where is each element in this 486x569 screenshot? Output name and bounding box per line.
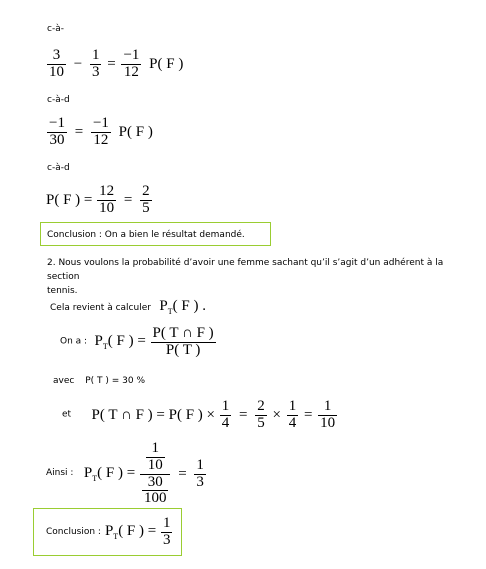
part2-intro-line2: tennis.	[47, 286, 78, 296]
compound-fraction	[140, 441, 171, 507]
ainsi-line: Ainsi : $P_T$( F ) = $\frac{\frac{1}{10}}{\frac{30}{100}}$ = $\frac{1}{3}$	[46, 441, 207, 507]
fraction-neg1-30: $\frac{-1}{30}$	[49, 115, 65, 148]
fraction-neg1-12-b: $\frac{-1}{12}$	[92, 115, 109, 148]
inner-fraction-1-10: $\frac{1}{10}$	[147, 440, 163, 473]
fraction-1-3-result: $\frac{1}{3}$	[196, 456, 204, 490]
fraction-3-10: $\frac{3}{10}$	[49, 47, 64, 80]
fraction-1-3: $\frac{1}{3}$	[91, 47, 100, 80]
fraction-2-5: $\frac{2}{5}$	[142, 183, 150, 216]
fraction-1-10: $\frac{1}{10}$	[320, 398, 336, 431]
ona-expression: $P_T$( F ) = $\frac{P( T \cap F )}{P( T )}$	[94, 325, 214, 358]
reduce-line: Cela revient à calculer $P_T$( F ) .	[50, 298, 206, 316]
conclusion-box-2: Conclusion : $P_T$( F ) = $\frac{1}{3}$	[33, 508, 182, 556]
label-cad-3: c-à-d	[47, 163, 70, 173]
fraction-1-3-conclusion: $\frac{1}{3}$	[162, 514, 171, 548]
fraction-12-10: $\frac{12}{10}$	[99, 183, 115, 216]
equation-2: $\frac{-1}{30}$ = $\frac{-1}{12}$ P( F )	[49, 115, 153, 148]
et-expression: P( T ∩ F ) = P( F ) × $\frac{1}{4}$ = $\frac{2}{5}$ × $\frac{1}{4}$ = $\frac{1}{10}$	[91, 398, 336, 431]
label-cad-1: c-à-	[47, 24, 64, 34]
equation-1: $\frac{3}{10}$ − $\frac{1}{3}$ = $\frac{-1}{12}$ P( F )	[49, 47, 184, 80]
label-cad-2: c-à-d	[47, 95, 70, 105]
inner-fraction-30-100: $\frac{30}{100}$	[143, 473, 167, 507]
part2-intro-line1: 2. Nous voulons la probabilité d’avoir une femme sachant qu’il s’agit d’un adhérent à la section	[47, 258, 444, 282]
fraction-neg1-12: $\frac{-1}{12}$	[123, 47, 140, 80]
conclusion-text-1: Conclusion : On a bien le résultat demandé.	[47, 230, 245, 240]
part2-intro	[47, 256, 477, 298]
et-line: et P( T ∩ F ) = P( F ) × $\frac{1}{4}$ = $\frac{2}{5}$ × $\frac{1}{4}$ = $\frac{1}{10}$	[62, 399, 338, 432]
ona-line: On a : $P_T$( F ) = $\frac{P( T \cap F )}{P( T )}$	[60, 326, 217, 359]
conclusion-box-1	[40, 222, 271, 246]
reduce-expression: $P_T$( F ) .	[159, 298, 206, 316]
ainsi-expression: $P_T$( F ) = $\frac{\frac{1}{10}}{\frac{30}{100}}$ = $\frac{1}{3}$	[83, 440, 204, 507]
fraction-1-4-b: $\frac{1}{4}$	[288, 398, 297, 431]
avec-line: avec P( T ) = 30 %	[53, 376, 145, 386]
conclusion-expression: $P_T$( F ) = $\frac{1}{3}$	[104, 514, 171, 548]
equation-3: P( F ) = $\frac{12}{10}$ = $\frac{2}{5}$	[46, 183, 150, 216]
fraction-2-5-b: $\frac{2}{5}$	[257, 398, 265, 431]
fraction-1-4-a: $\frac{1}{4}$	[221, 398, 230, 431]
fraction-conditional: $\frac{P( T \cap F )}{P( T )}$	[152, 325, 214, 358]
